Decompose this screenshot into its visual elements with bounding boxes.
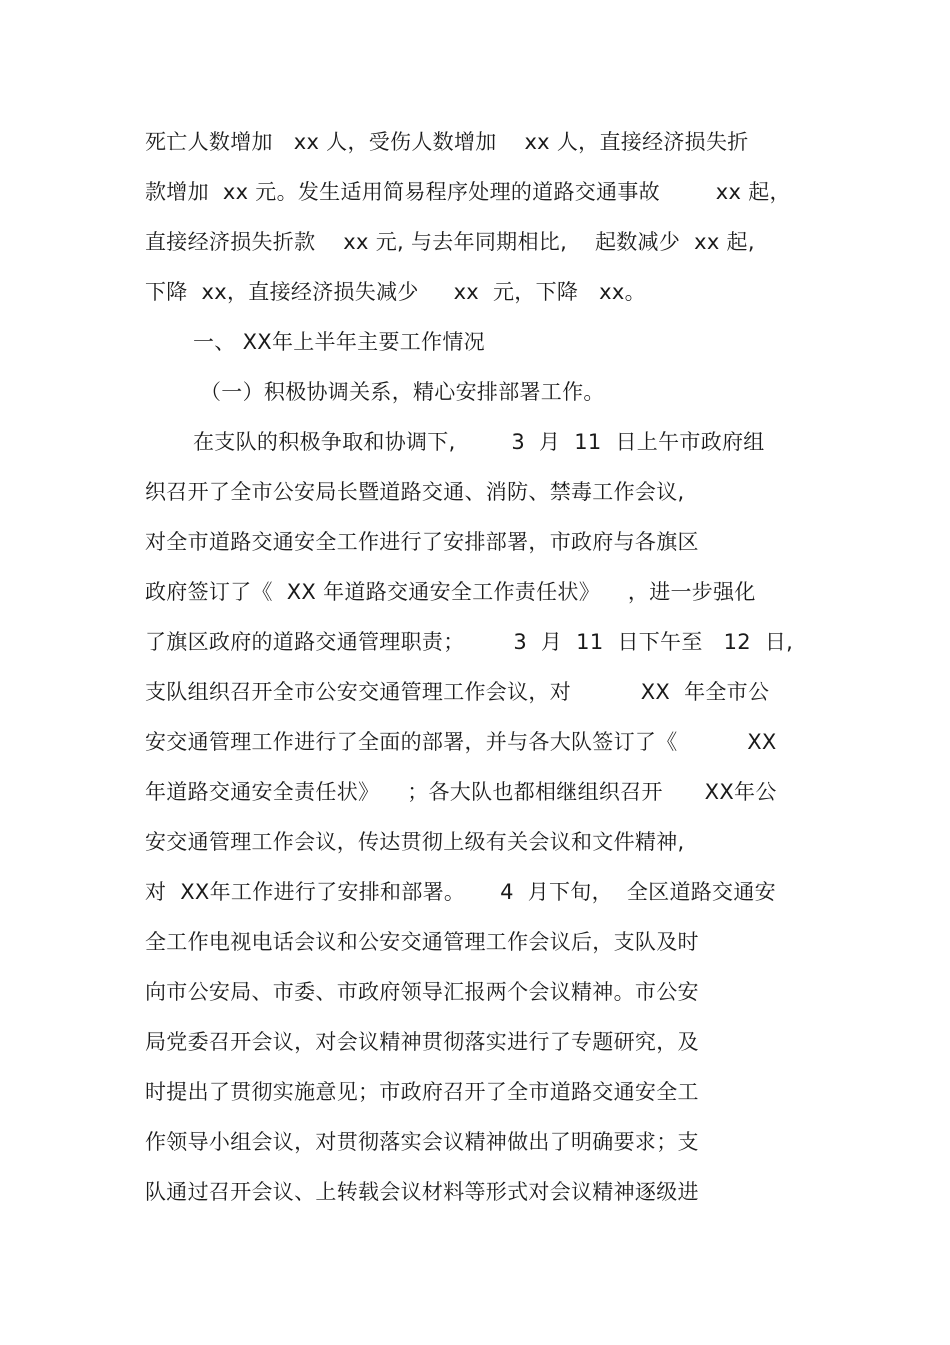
text-line-20: 时提出了贯彻实施意见；市政府召开了全市道路交通安全工	[145, 1080, 699, 1104]
text-line-9: 对全市道路交通安全工作进行了安排部署，市政府与各旗区	[145, 530, 699, 554]
text-line-2: 款增加 xx 元。发生适用简易程序处理的道路交通事故 xx 起，	[145, 180, 791, 204]
text-line-21: 作领导小组会议，对贯彻落实会议精神做出了明确要求；支	[145, 1130, 699, 1154]
text-line-8: 织召开了全市公安局长暨道路交通、消防、禁毒工作会议,	[145, 480, 685, 504]
text-line-12: 支队组织召开全市公安交通管理工作会议，对 XX 年全市公	[145, 680, 770, 704]
text-line-3: 直接经济损失折款 xx 元, 与去年同期相比, 起数减少 xx 起,	[145, 230, 755, 254]
subsection-heading: （一）积极协调关系，精心安排部署工作。	[200, 380, 605, 404]
text-line-1: 死亡人数增加 xx 人，受伤人数增加 xx 人，直接经济损失折	[145, 130, 749, 154]
text-line-18: 向市公安局、市委、市政府领导汇报两个会议精神。市公安	[145, 980, 699, 1004]
text-line-4: 下降 xx，直接经济损失减少 xx 元，下降 xx。	[145, 280, 646, 304]
text-line-13: 安交通管理工作进行了全面的部署，并与各大队签订了《 XX	[145, 730, 777, 754]
text-line-16: 对 XX年工作进行了安排和部署。 4 月下旬， 全区道路交通安	[145, 880, 776, 904]
text-line-11: 了旗区政府的道路交通管理职责； 3 月 11 日下午至 12 日,	[145, 630, 794, 654]
text-line-15: 安交通管理工作会议，传达贯彻上级有关会议和文件精神,	[145, 830, 685, 854]
text-line-22: 队通过召开会议、上转载会议材料等形式对会议精神逐级进	[145, 1180, 699, 1204]
text-line-19: 局党委召开会议，对会议精神贯彻落实进行了专题研究，及	[145, 1030, 699, 1054]
text-line-10: 政府签订了《 XX 年道路交通安全工作责任状》 ，进一步强化	[145, 580, 756, 604]
section-heading: 一、 XX年上半年主要工作情况	[193, 330, 485, 354]
text-line-17: 全工作电视电话会议和公安交通管理工作会议后，支队及时	[145, 930, 699, 954]
text-line-7: 在支队的积极争取和协调下, 3 月 11 日上午市政府组	[193, 430, 765, 454]
text-line-14: 年道路交通安全责任状》 ；各大队也都相继组织召开 XX年公	[145, 780, 777, 804]
